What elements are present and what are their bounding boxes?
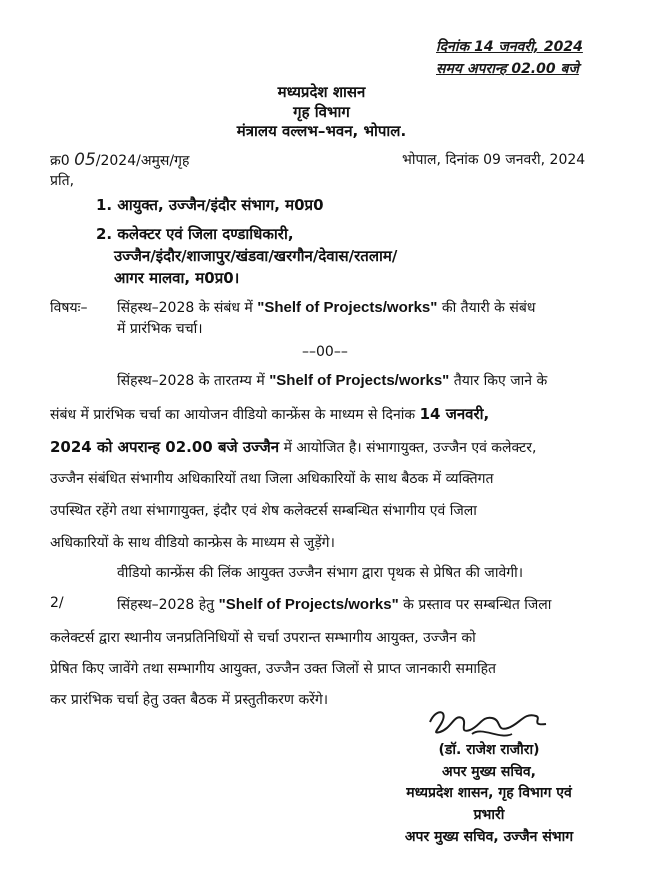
recipient-2-line1: 2. कलेक्टर एवं जिला दण्डाधिकारी, <box>96 225 294 243</box>
para1-line1 <box>117 371 547 390</box>
para1-english: "Shelf of Projects/works" <box>269 372 450 389</box>
recipient-2-line2: उज्जैन/इंदौर/शाजापुर/खंडवा/खरगौन/देवास/रतलाम/ <box>114 247 398 265</box>
para1-line5: उपस्थित रहेंगे तथा संभागायुक्त, इंदौर एवं शेष कलेक्टर्स सम्बन्धित संभागीय एवं जिला <box>50 503 477 519</box>
signatory-title: अपर मुख्य सचिव, <box>442 764 536 780</box>
para1-l3-text: में आयोजित है। संभागायुक्त, उज्जैन एवं कलेक्टर, <box>283 440 537 456</box>
ref-suffix: /2024/अमुस/गृह <box>95 153 190 169</box>
para3-line1 <box>117 595 551 614</box>
reference-number <box>50 150 189 170</box>
header-government: मध्यप्रदेश शासन <box>277 83 366 101</box>
ref-handwritten-number: 05 <box>74 150 96 170</box>
para3-text-a: सिंहस्थ–2028 हेतु <box>117 597 215 613</box>
subject-english: "Shelf of Projects/works" <box>257 299 438 316</box>
para1-line4: उज्जैन संबंधित संभागीय अधिकारियों तथा जिला अधिकारियों के साथ बैठक में व्यक्तिगत <box>50 471 494 487</box>
para1-line3 <box>50 437 536 457</box>
para1-l3-bold: 2024 को अपरान्ह 02.00 बजे उज्जैन <box>50 438 280 456</box>
para1-line6: अधिकारियों के साथ वीडियो कान्फ्रेस के माध्यम से जुड़ेंगे। <box>50 535 335 551</box>
subject-label: विषयः– <box>50 300 88 316</box>
recipient-2-line3: आगर मालवा, म0प्र0। <box>114 269 240 287</box>
signature-block <box>374 740 604 849</box>
header-department: गृह विभाग <box>293 103 350 121</box>
subject-text-b: की तैयारी के संबंध <box>441 300 536 316</box>
recipient-1: 1. आयुक्त, उज्जैन/इंदौर संभाग, म0प्र0 <box>96 196 324 214</box>
para1-text-a: सिंहस्थ–2028 के तारतम्य में <box>117 373 265 389</box>
para3-line3: प्रेषित किए जावेंगे तथा सम्भागीय आयुक्त, उज्जैन उक्त जिलों से प्राप्त जानकारी समाहित <box>50 661 497 677</box>
signatory-charge-title: अपर मुख्य सचिव, उज्जैन संभाग <box>404 829 574 845</box>
stamp-date: दिनांक 14 जनवरी, 2024 <box>436 39 583 55</box>
ref-prefix: क्र0 <box>50 153 70 169</box>
para3-line2: कलेक्टर्स द्वारा स्थानीय जनप्रतिनिधियों से चर्चा उपरान्त सम्भागीय आयुक्त, उज्जैन को <box>50 630 476 646</box>
header-address: मंत्रालय वल्लभ–भवन, भोपाल. <box>236 122 407 140</box>
divider: ––00–– <box>302 344 348 360</box>
signatory-department: मध्यप्रदेश शासन, गृह विभाग एवं <box>406 785 572 801</box>
subject-line2: में प्रारंभिक चर्चा। <box>117 321 203 337</box>
signatory-name: (डॉ. राजेश राजौरा) <box>438 742 540 758</box>
para1-l2-bold: 14 जनवरी, <box>419 405 490 423</box>
para2: वीडियो कान्फ्रेंस की लिंक आयुक्त उज्जैन संभाग द्वारा पृथक से प्रेषित की जावेगी। <box>117 565 524 581</box>
para3-line4: कर प्रारंभिक चर्चा हेतु उक्त बैठक में प्रस्तुतीकरण करेंगे। <box>50 692 329 708</box>
para3-english: "Shelf of Projects/works" <box>218 596 399 613</box>
stamp-time: समय अपरान्ह 02.00 बजे <box>436 61 579 77</box>
para1-l2-text: संबंध में प्रारंभिक चर्चा का आयोजन वीडियो कान्फ्रेंस के माध्यम से दिनांक <box>50 407 416 423</box>
subject-line1 <box>117 298 535 317</box>
place-date: भोपाल, दिनांक 09 जनवरी, 2024 <box>402 152 586 168</box>
para1-line2 <box>50 404 489 424</box>
para3-text-b: के प्रस्ताव पर सम्बन्धित जिला <box>403 597 552 613</box>
signatory-charge: प्रभारी <box>473 807 505 823</box>
para3-number: 2/ <box>50 595 64 611</box>
subject-text-a: सिंहस्थ–2028 के संबंध में <box>117 300 253 316</box>
prati-label: प्रति, <box>50 173 75 189</box>
para1-text-b: तैयार किए जाने के <box>453 373 548 389</box>
